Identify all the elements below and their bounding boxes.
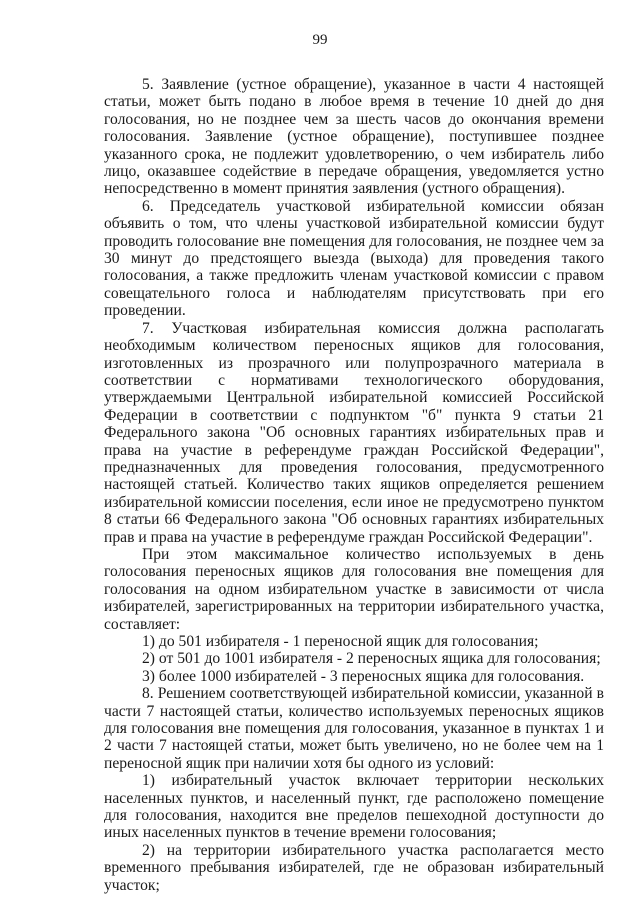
list-item-7-1: 1) до 501 избирателя - 1 переносной ящик для голосования; [142,633,539,650]
list-item-8-2: 2) на территории избирательного участка располагается место временного пребывания избирателей, где не образован избирательный участок; [104,841,604,894]
paragraph-7-max-boxes: При этом максимальное количество используемых в день голосования переносных ящиков для голосования вне помещения для голосования на одном избирательном участке в зависимости от числа избирателей, зарегистрированных на территории избирательного участка, составляет: [104,545,604,633]
document-body [104,76,604,894]
list-item-7-2: 2) от 501 до 1001 избирателя - 2 переносных ящика для голосования; [142,650,601,668]
list-item-8-1: 1) избирательный участок включает территории нескольких населенных пунктов, и населенный пункт, где расположено помещение для голосования, находится вне пределов пешеходной доступности до иных населенных пунктов в течение времени голосования; [104,772,604,842]
paragraph-6: 6. Председатель участковой избирательной комиссии обязан объявить о том, что члены участковой избирательной комиссии будут проводить голосование вне помещения для голосования, не позднее чем за 30 минут до предстоящего выезда (выхода) для проведения такого голосования, а также предложить членам участковой комиссии с правом совещательного голоса и наблюдателям присутствовать при его проведении. [104,197,604,320]
paragraph-7: 7. Участковая избирательная комиссия должна располагать необходимым количеством переносных ящиков для голосования, изготовленных из прозрачного или полупрозрачного материала в соответствии с нормативами технологического оборудования, утверждаемыми Центральной избирательной комиссией Российской Федерации в соответствии с подпунктом "б" пункта 9 статьи 21 Федерального закона "Об основных гарантиях избирательных прав и права на участие в референдуме граждан Российской Федерации", предназначенных для проведения голосования, предусмотренного настоящей статьей. Количество таких ящиков определяется решением избирательной комиссии поселения, если иное не предусмотрено пунктом 8 статьи 66 Федерального закона "Об основных гарантиях избирательных прав и права на участие в референдуме граждан Российской Федерации". [104,319,604,546]
list-item-7-3: 3) более 1000 избирателей - 3 переносных ящика для голосования. [142,667,585,685]
page-number: 99 [312,32,328,48]
paragraph-5: 5. Заявление (устное обращение), указанное в части 4 настоящей статьи, может быть подано в любое время в течение 10 дней до дня голосования, но не позднее чем за шесть часов до окончания времени голосования. Заявление (устное обращение), поступившее позднее указанного срока, не подлежит удовлетворению, о чем избиратель либо лицо, оказавшее содействие в передаче обращения, уведомляется устно непосредственно в момент принятия заявления (устного обращения). [104,76,604,198]
paragraph-8: 8. Решением соответствующей избирательной комиссии, указанной в части 7 настоящей статьи, количество используемых переносных ящиков для голосования вне помещения для голосования, указанное в пунктах 1 и 2 части 7 настоящей статьи, может быть увеличено, но не более чем на 1 переносной ящик при наличии хотя бы одного из условий: [104,685,604,772]
